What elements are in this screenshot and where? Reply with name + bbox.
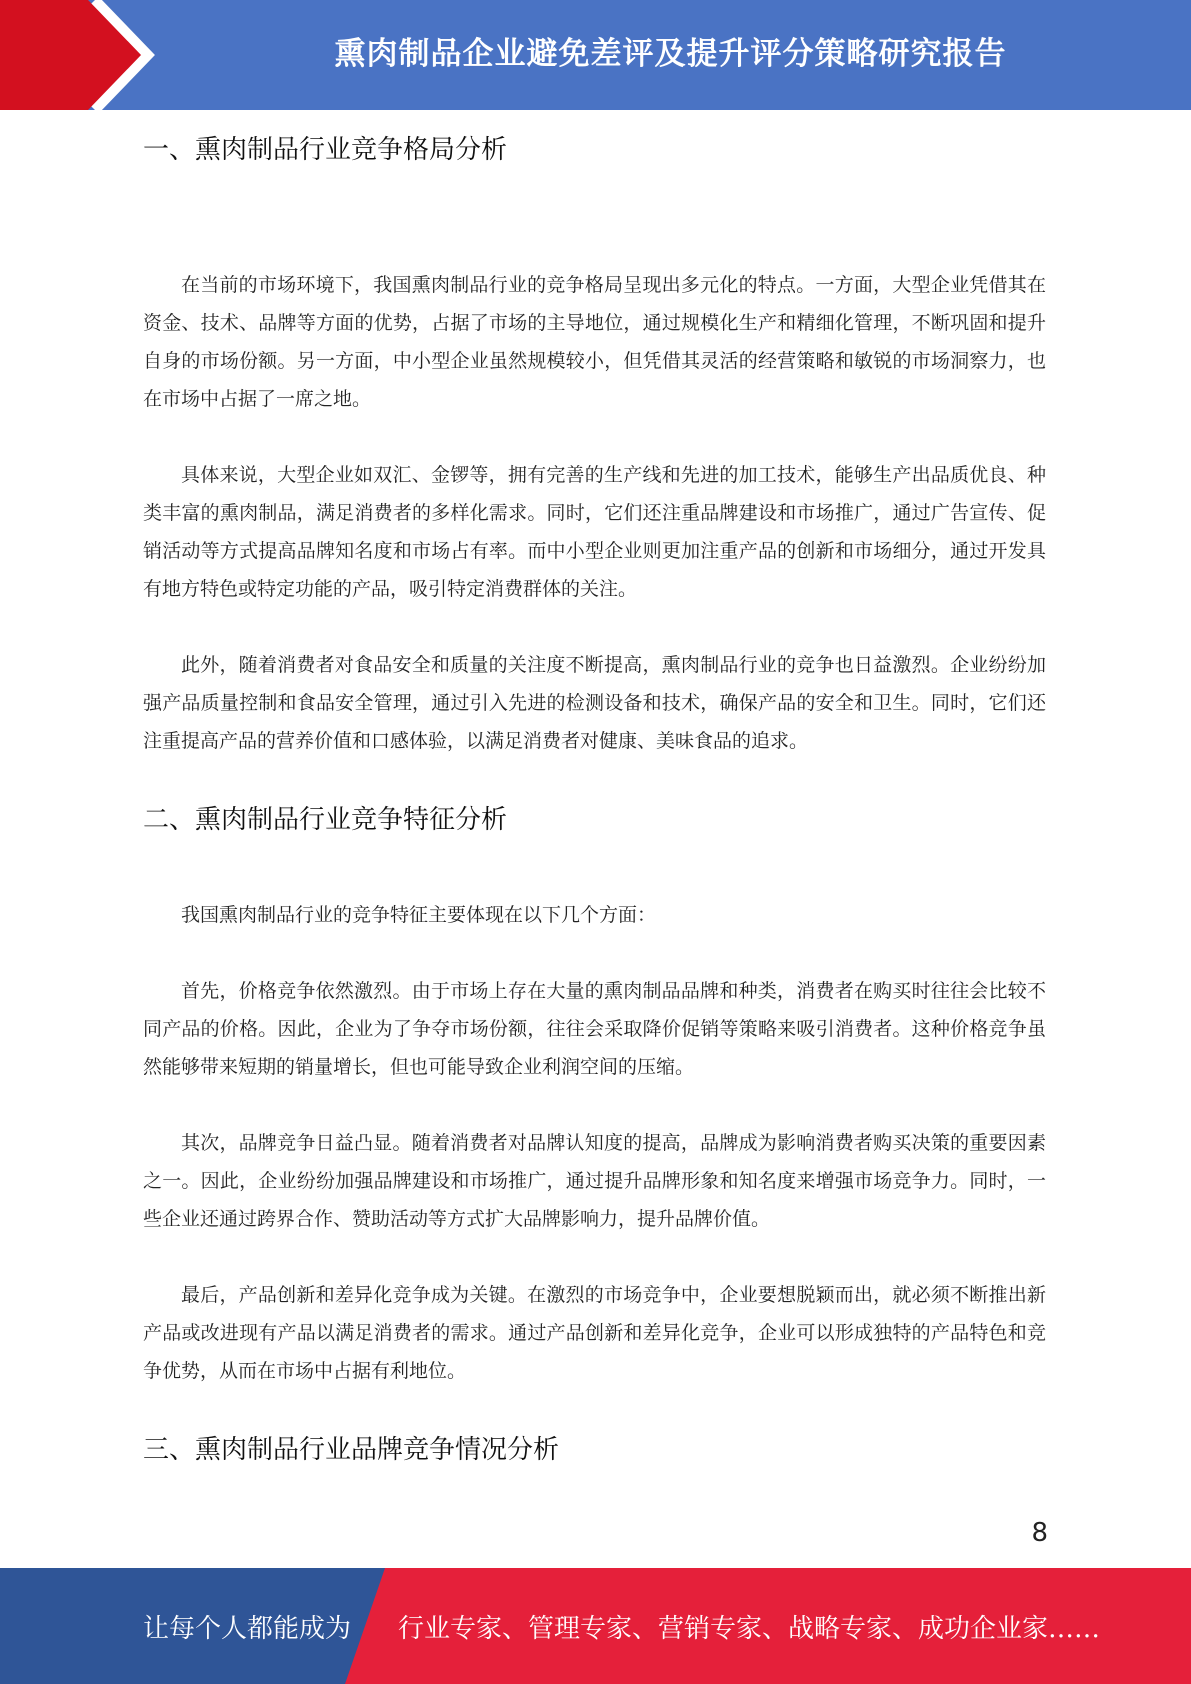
page-number: 8 — [1031, 1518, 1048, 1548]
footer-banner — [0, 1568, 1191, 1684]
document-body — [143, 120, 1046, 1480]
report-title: 熏肉制品企业避免差评及提升评分策略研究报告 — [334, 35, 1007, 72]
header-banner — [0, 0, 1191, 110]
paragraph: 此外，随着消费者对食品安全和质量的关注度不断提高，熏肉制品行业的竞争也日益激烈。企业纷纷加强产品质量控制和食品安全管理，通过引入先进的检测设备和技术，确保产品的安全和卫生。同时，它们还注重提高产品的营养价值和口感体验，以满足消费者对健康、美味食品的追求。 — [143, 654, 1046, 752]
paragraph: 具体来说，大型企业如双汇、金锣等，拥有完善的生产线和先进的加工技术，能够生产出品质优良、种类丰富的熏肉制品，满足消费者的多样化需求。同时，它们还注重品牌建设和市场推广，通过广告宣传、促销活动等方式提高品牌知名度和市场占有率。而中小型企业则更加注重产品的创新和市场细分，通过开发具有地方特色或特定功能的产品，吸引特定消费群体的关注。 — [143, 464, 1046, 600]
section-heading-3: 三、熏肉制品行业品牌竞争情况分析 — [143, 1435, 560, 1465]
paragraph: 首先，价格竞争依然激烈。由于市场上存在大量的熏肉制品品牌和种类，消费者在购买时往往会比较不同产品的价格。因此，企业为了争夺市场份额，往往会采取降价促销等策略来吸引消费者。这种价格竞争虽然能够带来短期的销量增长，但也可能导致企业利润空间的压缩。 — [143, 980, 1046, 1078]
paragraph: 我国熏肉制品行业的竞争特征主要体现在以下几个方面： — [181, 904, 657, 926]
footer-slogan-left: 让每个人都能成为 — [143, 1613, 352, 1644]
footer-slogan-right: 行业专家、管理专家、营销专家、战略专家、成功企业家…… — [398, 1613, 1101, 1644]
paragraph: 在当前的市场环境下，我国熏肉制品行业的竞争格局呈现出多元化的特点。一方面，大型企业凭借其在资金、技术、品牌等方面的优势，占据了市场的主导地位，通过规模化生产和精细化管理，不断巩固和提升自身的市场份额。另一方面，中小型企业虽然规模较小，但凭借其灵活的经营策略和敏锐的市场洞察力，也在市场中占据了一席之地。 — [143, 274, 1046, 410]
paragraph: 最后，产品创新和差异化竞争成为关键。在激烈的市场竞争中，企业要想脱颖而出，就必须不断推出新产品或改进现有产品以满足消费者的需求。通过产品创新和差异化竞争，企业可以形成独特的产品特色和竞争优势，从而在市场中占据有利地位。 — [143, 1284, 1046, 1382]
paragraph: 其次，品牌竞争日益凸显。随着消费者对品牌认知度的提高，品牌成为影响消费者购买决策的重要因素之一。因此，企业纷纷加强品牌建设和市场推广，通过提升品牌形象和知名度来增强市场竞争力。同时，一些企业还通过跨界合作、赞助活动等方式扩大品牌影响力，提升品牌价值。 — [143, 1132, 1046, 1230]
section-heading-1: 一、熏肉制品行业竞争格局分析 — [143, 135, 508, 165]
section-heading-2: 二、熏肉制品行业竞争特征分析 — [143, 805, 508, 835]
